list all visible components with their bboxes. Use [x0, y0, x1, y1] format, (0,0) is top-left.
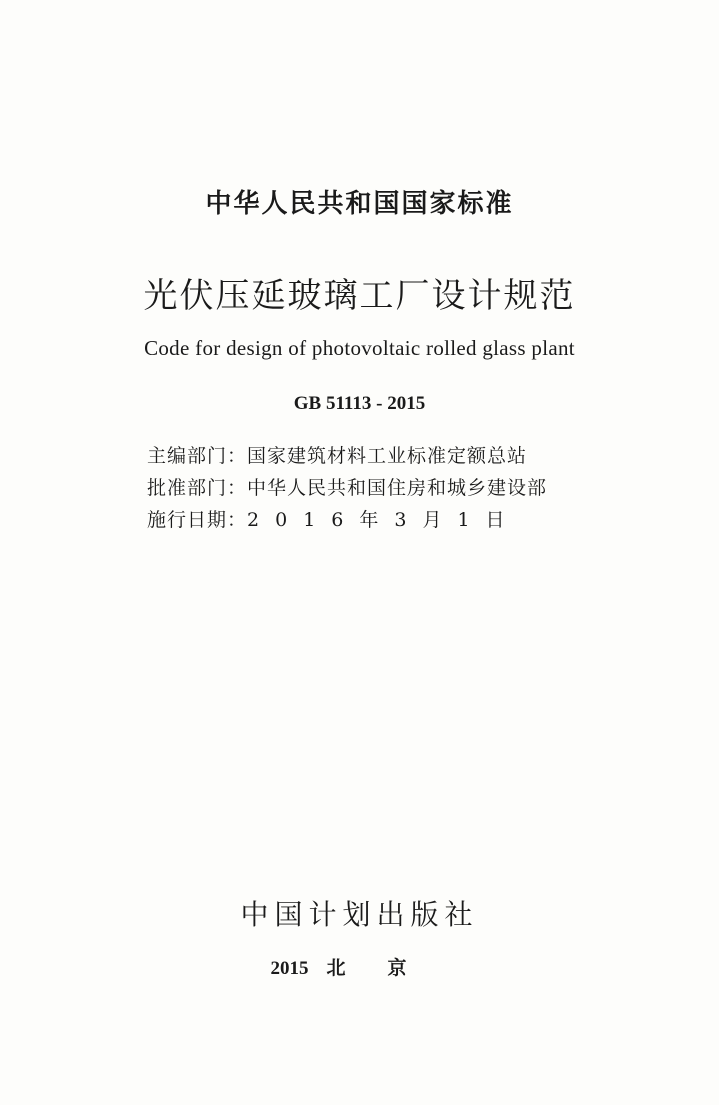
info-row-effective-date: [147, 504, 587, 536]
info-value: 国家建筑材料工业标准定额总站: [247, 445, 528, 467]
info-value: 2016年3月1日: [247, 509, 521, 531]
standard-category-heading: 中华人民共和国国家标准: [205, 189, 514, 219]
document-title-english: Code for design of photovoltaic rolled glass plant: [144, 336, 575, 360]
info-label: 批准部门：: [147, 477, 248, 499]
document-title-chinese: 光伏压延玻璃工厂设计规范: [143, 276, 576, 316]
standard-code: GB 51113 - 2015: [293, 393, 426, 414]
issuance-info: [147, 440, 587, 536]
publication-city: 北京: [326, 958, 449, 979]
publisher-name: 中国计划出版社: [240, 898, 479, 931]
publication-year: 2015: [270, 958, 309, 979]
info-row-chief-editor: [147, 440, 587, 472]
info-value: 中华人民共和国住房和城乡建设部: [247, 477, 548, 499]
publication-place: [0, 953, 719, 980]
info-label: 施行日期：: [147, 509, 248, 531]
info-row-approval: [147, 472, 587, 504]
info-label: 主编部门：: [147, 445, 248, 467]
